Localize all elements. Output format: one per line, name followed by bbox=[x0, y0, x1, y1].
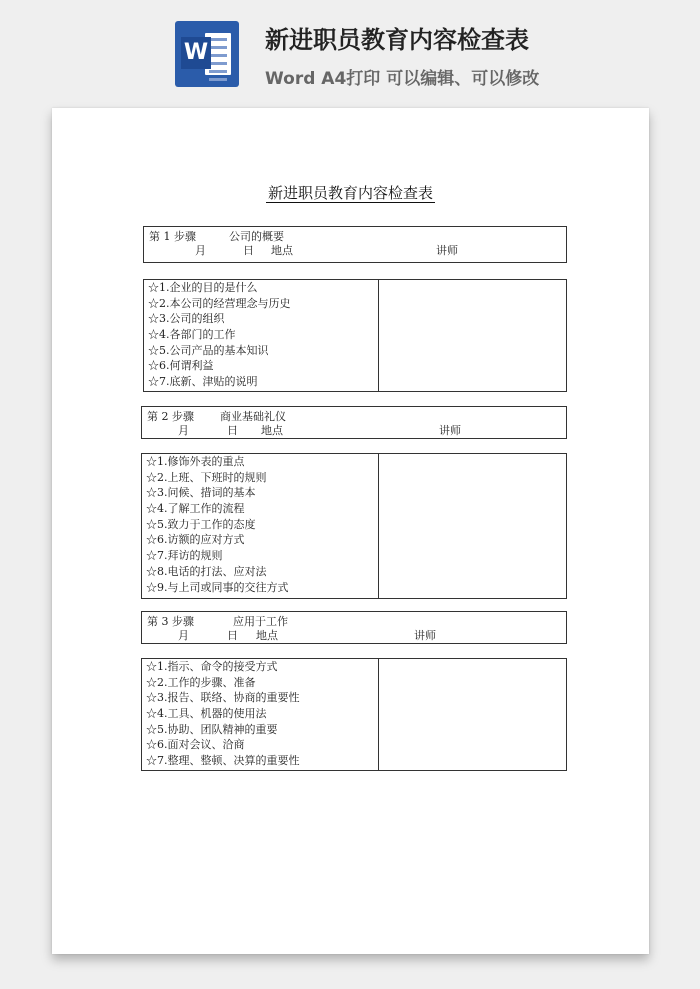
list-item: ☆8.电话的打法、应对法 bbox=[146, 564, 267, 578]
list-item: ☆7.底新、津贴的说明 bbox=[148, 375, 258, 389]
step-3-label: 第 3 步骤 bbox=[147, 615, 194, 628]
column-divider bbox=[378, 280, 379, 391]
place-label: 地点 bbox=[256, 629, 278, 642]
list-item: ☆1.修饰外表的重点 bbox=[146, 455, 245, 468]
step-1-label: 第 1 步骤 bbox=[149, 230, 196, 243]
step-1-items bbox=[148, 280, 291, 390]
list-item: ☆1.指示、命令的接受方式 bbox=[146, 660, 278, 673]
list-item: ☆6.面对会议、洽商 bbox=[146, 738, 245, 752]
document-page bbox=[52, 108, 649, 954]
list-item: ☆2.工作的步骤、准备 bbox=[146, 675, 256, 689]
list-item: ☆4.了解工作的流程 bbox=[146, 502, 245, 516]
list-item: ☆4.各部门的工作 bbox=[148, 328, 236, 342]
list-item: ☆3.公司的组织 bbox=[148, 312, 225, 326]
step-1-checklist bbox=[143, 279, 567, 392]
step-2-label: 第 2 步骤 bbox=[147, 410, 194, 423]
word-letter-badge: W bbox=[181, 37, 211, 69]
list-item: ☆6.访额的应对方式 bbox=[146, 533, 245, 547]
month-label: 月 bbox=[178, 629, 189, 642]
list-item: ☆7.整理、整顿、决算的重要性 bbox=[146, 754, 300, 768]
step-1-header bbox=[143, 226, 567, 263]
list-item: ☆4.工具、机器的使用法 bbox=[146, 707, 267, 721]
list-item: ☆3.报告、联络、协商的重要性 bbox=[146, 691, 300, 705]
banner-title: 新进职员教育内容检查表 bbox=[265, 26, 529, 54]
word-document-icon bbox=[175, 21, 239, 87]
step-2-items bbox=[146, 454, 289, 595]
lecturer-label: 讲师 bbox=[414, 629, 436, 642]
step-1-topic: 公司的概要 bbox=[229, 230, 284, 243]
list-item: ☆7.拜访的规则 bbox=[146, 549, 223, 563]
list-item: ☆2.上班、下班时的规则 bbox=[146, 470, 267, 484]
step-3-items bbox=[146, 659, 300, 769]
step-3-header bbox=[141, 611, 567, 644]
banner bbox=[0, 0, 700, 100]
step-3-topic: 应用于工作 bbox=[233, 615, 288, 628]
list-item: ☆6.何谓利益 bbox=[148, 359, 214, 373]
lecturer-label: 讲师 bbox=[439, 424, 461, 437]
day-label: 日 bbox=[227, 629, 238, 642]
lecturer-label: 讲师 bbox=[436, 244, 458, 257]
day-label: 日 bbox=[227, 424, 238, 437]
list-item: ☆5.公司产品的基本知识 bbox=[148, 343, 269, 357]
document-title-text: 新进职员教育内容检查表 bbox=[267, 184, 433, 202]
column-divider bbox=[378, 659, 379, 770]
step-2-topic: 商业基础礼仪 bbox=[220, 410, 286, 423]
step-3-checklist bbox=[141, 658, 567, 771]
list-item: ☆2.本公司的经营理念与历史 bbox=[148, 296, 291, 310]
step-2-header bbox=[141, 406, 567, 439]
list-item: ☆1.企业的目的是什么 bbox=[148, 281, 258, 294]
month-label: 月 bbox=[195, 244, 206, 257]
month-label: 月 bbox=[178, 424, 189, 437]
place-label: 地点 bbox=[261, 424, 283, 437]
place-label: 地点 bbox=[271, 244, 293, 257]
day-label: 日 bbox=[243, 244, 254, 257]
list-item: ☆3.问候、措词的基本 bbox=[146, 486, 256, 500]
list-item: ☆5.协助、团队精神的重要 bbox=[146, 722, 278, 736]
list-item: ☆9.与上司或同事的交往方式 bbox=[146, 580, 289, 594]
document-title bbox=[52, 182, 649, 203]
column-divider bbox=[378, 454, 379, 598]
step-2-checklist bbox=[141, 453, 567, 599]
list-item: ☆5.致力于工作的态度 bbox=[146, 517, 256, 531]
banner-subtitle: Word A4打印 可以编辑、可以修改 bbox=[265, 69, 540, 89]
